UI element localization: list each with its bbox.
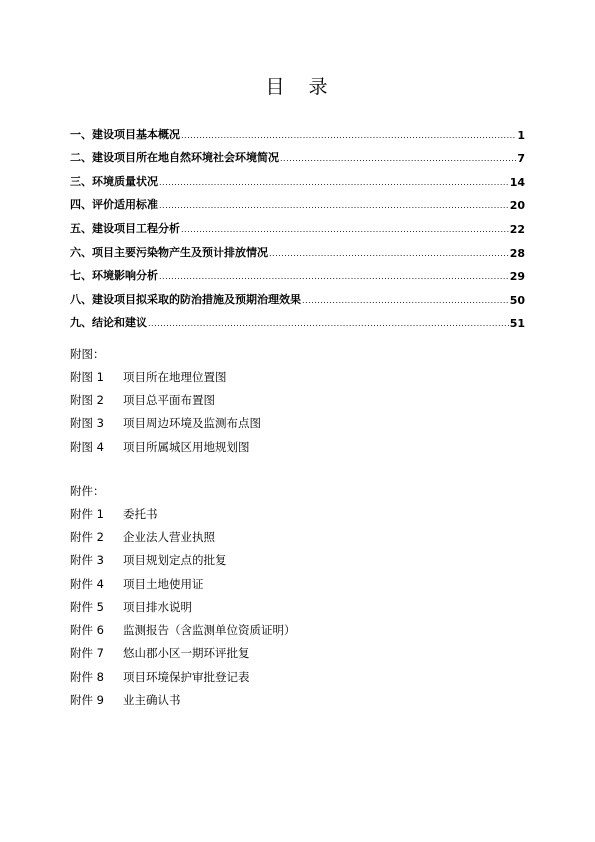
toc-leader-dots bbox=[181, 129, 516, 140]
attachment-title: 企业法人营业执照 bbox=[123, 529, 215, 544]
attachment-title: 项目环境保护审批登记表 bbox=[123, 669, 250, 684]
toc-entry-page: 7 bbox=[517, 152, 525, 166]
attachment-label: 附件 6 bbox=[70, 623, 104, 638]
attachment-label: 附件 8 bbox=[70, 669, 104, 684]
attachment-title: 委托书 bbox=[123, 506, 158, 521]
attachments-list bbox=[70, 502, 470, 712]
toc-leader-dots bbox=[280, 152, 516, 163]
toc-entry[interactable] bbox=[70, 307, 525, 331]
attachment-title: 项目规划定点的批复 bbox=[123, 553, 227, 568]
toc-entry[interactable] bbox=[70, 236, 525, 260]
list-item bbox=[70, 549, 470, 572]
attachment-label: 附件 9 bbox=[70, 693, 104, 708]
toc-entry-page: 1 bbox=[517, 128, 525, 142]
attachment-title: 业主确认书 bbox=[123, 693, 181, 708]
attachment-title: 项目排水说明 bbox=[123, 599, 192, 614]
toc-entry-label: 四、评价适用标准 bbox=[70, 198, 158, 212]
toc-entry-page: 20 bbox=[509, 199, 525, 213]
toc-entry[interactable] bbox=[70, 165, 525, 189]
attachment-label: 附件 5 bbox=[70, 599, 104, 614]
list-item bbox=[70, 412, 470, 435]
toc-entry[interactable] bbox=[70, 260, 525, 284]
toc-entry[interactable] bbox=[70, 118, 525, 142]
toc-entry[interactable] bbox=[70, 142, 525, 166]
attachment-label: 附件 3 bbox=[70, 553, 104, 568]
list-item bbox=[70, 502, 470, 525]
list-item bbox=[70, 595, 470, 618]
list-item bbox=[70, 642, 470, 665]
toc-entry-page: 28 bbox=[509, 246, 525, 260]
attachment-label: 附件 4 bbox=[70, 576, 104, 591]
toc-leader-dots bbox=[159, 176, 509, 187]
toc-entry-label: 七、环境影响分析 bbox=[70, 269, 158, 283]
figure-title: 项目所属城区用地规划图 bbox=[123, 439, 250, 454]
toc-leader-dots bbox=[159, 199, 509, 210]
toc-entry-page: 14 bbox=[509, 175, 525, 189]
attachment-title: 项目土地使用证 bbox=[123, 576, 204, 591]
list-item bbox=[70, 388, 470, 411]
toc-entry-label: 二、建设项目所在地自然环境社会环境简况 bbox=[70, 151, 279, 165]
list-item bbox=[70, 618, 470, 641]
attachment-label: 附件 2 bbox=[70, 529, 104, 544]
toc-leader-dots bbox=[159, 270, 509, 281]
toc-entry-page: 29 bbox=[509, 270, 525, 284]
attachments-heading: 附件： bbox=[70, 484, 105, 498]
figure-label: 附图 2 bbox=[70, 392, 104, 407]
toc-entry-page: 22 bbox=[509, 222, 525, 236]
attachment-title: 悠山郡小区一期环评批复 bbox=[123, 646, 250, 661]
toc-entry-label: 三、环境质量状况 bbox=[70, 174, 158, 188]
toc-entry[interactable] bbox=[70, 212, 525, 236]
table-of-contents bbox=[70, 118, 525, 330]
attachment-title: 监测报告（含监测单位资质证明） bbox=[123, 623, 296, 638]
page-title bbox=[0, 72, 595, 99]
toc-entry-label: 五、建设项目工程分析 bbox=[70, 221, 180, 235]
toc-leader-dots bbox=[181, 223, 509, 234]
list-item bbox=[70, 572, 470, 595]
figure-label: 附图 3 bbox=[70, 416, 104, 431]
list-item bbox=[70, 665, 470, 688]
figure-label: 附图 4 bbox=[70, 439, 104, 454]
figure-title: 项目总平面布置图 bbox=[123, 392, 215, 407]
toc-entry-label: 八、建设项目拟采取的防治措施及预期治理效果 bbox=[70, 292, 301, 306]
toc-leader-dots bbox=[148, 317, 509, 328]
list-item bbox=[70, 688, 470, 711]
list-item bbox=[70, 365, 470, 388]
figure-title: 项目所在地理位置图 bbox=[123, 369, 227, 384]
list-item bbox=[70, 435, 470, 458]
figure-title: 项目周边环境及监测布点图 bbox=[123, 416, 261, 431]
toc-entry-page: 51 bbox=[509, 317, 525, 331]
toc-entry-label: 九、结论和建议 bbox=[70, 316, 147, 330]
attachment-label: 附件 7 bbox=[70, 646, 104, 661]
toc-entry[interactable] bbox=[70, 189, 525, 213]
toc-entry-label: 一、建设项目基本概况 bbox=[70, 127, 180, 141]
toc-entry-page: 50 bbox=[509, 293, 525, 307]
list-item bbox=[70, 525, 470, 548]
toc-entry[interactable] bbox=[70, 283, 525, 307]
toc-entry-label: 六、项目主要污染物产生及预计排放情况 bbox=[70, 245, 268, 259]
attachment-label: 附件 1 bbox=[70, 506, 104, 521]
figures-list bbox=[70, 365, 470, 458]
toc-leader-dots bbox=[302, 294, 509, 305]
figure-label: 附图 1 bbox=[70, 369, 104, 384]
toc-leader-dots bbox=[269, 247, 509, 258]
figures-heading: 附图： bbox=[70, 347, 105, 361]
page-title-text: 目 录 bbox=[265, 76, 330, 98]
